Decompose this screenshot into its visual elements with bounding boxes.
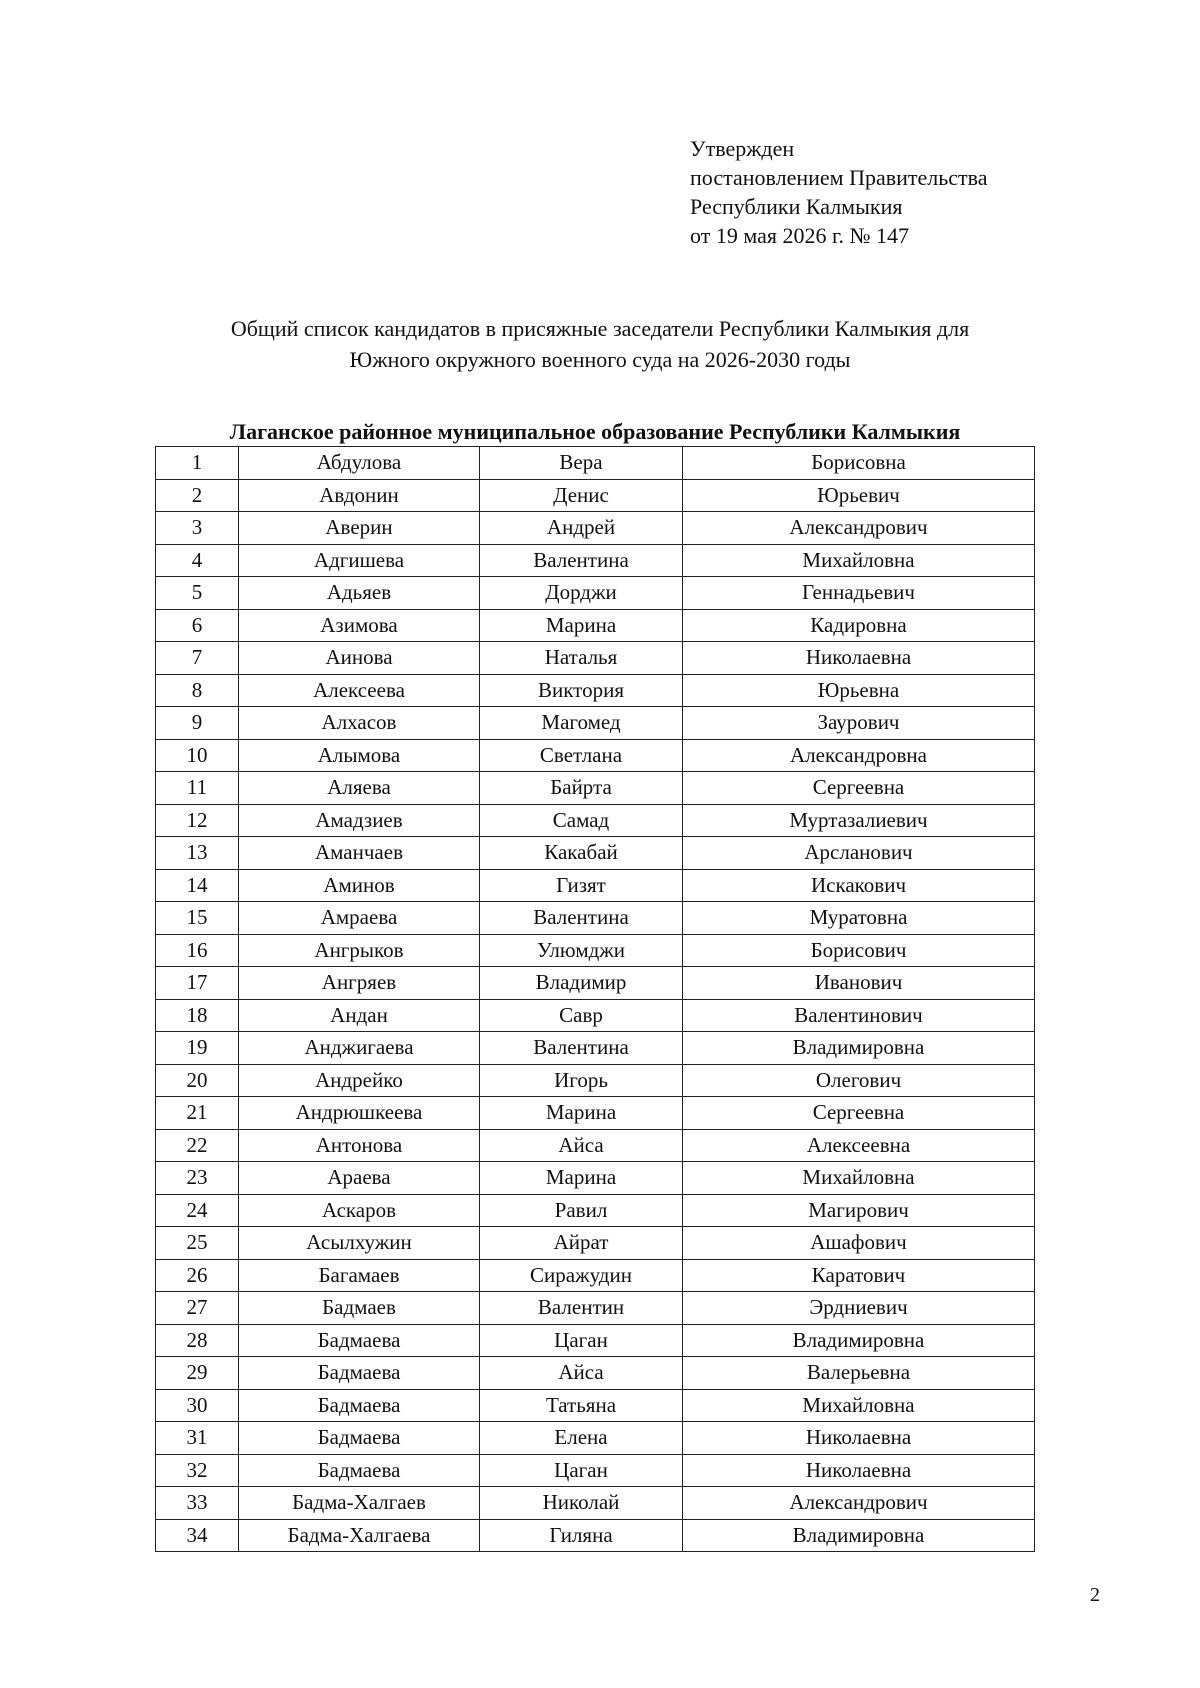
- last-name-cell: Аверин: [239, 512, 480, 545]
- last-name-cell: Алымова: [239, 739, 480, 772]
- row-number-cell: 2: [156, 479, 239, 512]
- first-name-cell: Марина: [480, 609, 683, 642]
- patronymic-cell: Николаевна: [683, 1422, 1035, 1455]
- patronymic-cell: Искакович: [683, 869, 1035, 902]
- first-name-cell: Айрат: [480, 1227, 683, 1260]
- table-row: [156, 772, 1035, 805]
- first-name-cell: Равил: [480, 1194, 683, 1227]
- first-name-cell: Айса: [480, 1357, 683, 1390]
- table-row: [156, 1487, 1035, 1520]
- row-number-cell: 26: [156, 1259, 239, 1292]
- patronymic-cell: Валерьевна: [683, 1357, 1035, 1390]
- table-row: [156, 1422, 1035, 1455]
- table-row: [156, 1324, 1035, 1357]
- patronymic-cell: Михайловна: [683, 544, 1035, 577]
- last-name-cell: Авдонин: [239, 479, 480, 512]
- table-row: [156, 512, 1035, 545]
- last-name-cell: Адгишева: [239, 544, 480, 577]
- approval-line: постановлением Правительства: [690, 165, 988, 190]
- last-name-cell: Араева: [239, 1162, 480, 1195]
- first-name-cell: Валентина: [480, 902, 683, 935]
- table-row: [156, 1389, 1035, 1422]
- first-name-cell: Марина: [480, 1162, 683, 1195]
- last-name-cell: Бадмаева: [239, 1357, 480, 1390]
- last-name-cell: Амадзиев: [239, 804, 480, 837]
- last-name-cell: Бадмаева: [239, 1324, 480, 1357]
- row-number-cell: 34: [156, 1519, 239, 1552]
- first-name-cell: Гизят: [480, 869, 683, 902]
- patronymic-cell: Владимировна: [683, 1324, 1035, 1357]
- row-number-cell: 28: [156, 1324, 239, 1357]
- table-row: [156, 479, 1035, 512]
- last-name-cell: Бадмаева: [239, 1389, 480, 1422]
- row-number-cell: 1: [156, 447, 239, 480]
- table-row: [156, 869, 1035, 902]
- row-number-cell: 20: [156, 1064, 239, 1097]
- patronymic-cell: Михайловна: [683, 1162, 1035, 1195]
- row-number-cell: 12: [156, 804, 239, 837]
- first-name-cell: Гиляна: [480, 1519, 683, 1552]
- table-row: [156, 447, 1035, 480]
- last-name-cell: Бадма-Халгаева: [239, 1519, 480, 1552]
- table-row: [156, 837, 1035, 870]
- table-row: [156, 739, 1035, 772]
- last-name-cell: Амраева: [239, 902, 480, 935]
- row-number-cell: 13: [156, 837, 239, 870]
- first-name-cell: Цаган: [480, 1454, 683, 1487]
- last-name-cell: Антонова: [239, 1129, 480, 1162]
- table-row: [156, 967, 1035, 1000]
- patronymic-cell: Каратович: [683, 1259, 1035, 1292]
- row-number-cell: 16: [156, 934, 239, 967]
- last-name-cell: Алексеева: [239, 674, 480, 707]
- row-number-cell: 15: [156, 902, 239, 935]
- table-row: [156, 1292, 1035, 1325]
- approval-line: от 19 мая 2026 г. № 147: [690, 223, 910, 248]
- table-row: [156, 1194, 1035, 1227]
- table-row: [156, 1357, 1035, 1390]
- first-name-cell: Светлана: [480, 739, 683, 772]
- last-name-cell: Ангряев: [239, 967, 480, 1000]
- last-name-cell: Андан: [239, 999, 480, 1032]
- last-name-cell: Аминов: [239, 869, 480, 902]
- patronymic-cell: Ашафович: [683, 1227, 1035, 1260]
- table-row: [156, 1227, 1035, 1260]
- first-name-cell: Владимир: [480, 967, 683, 1000]
- last-name-cell: Андрейко: [239, 1064, 480, 1097]
- first-name-cell: Какабай: [480, 837, 683, 870]
- row-number-cell: 32: [156, 1454, 239, 1487]
- last-name-cell: Адьяев: [239, 577, 480, 610]
- row-number-cell: 31: [156, 1422, 239, 1455]
- patronymic-cell: Алексеевна: [683, 1129, 1035, 1162]
- patronymic-cell: Николаевна: [683, 642, 1035, 675]
- first-name-cell: Валентин: [480, 1292, 683, 1325]
- row-number-cell: 6: [156, 609, 239, 642]
- first-name-cell: Виктория: [480, 674, 683, 707]
- patronymic-cell: Юрьевна: [683, 674, 1035, 707]
- last-name-cell: Асылхужин: [239, 1227, 480, 1260]
- row-number-cell: 17: [156, 967, 239, 1000]
- first-name-cell: Айса: [480, 1129, 683, 1162]
- table-row: [156, 674, 1035, 707]
- last-name-cell: Бадма-Халгаев: [239, 1487, 480, 1520]
- row-number-cell: 22: [156, 1129, 239, 1162]
- document-title: [150, 313, 1050, 375]
- table-row: [156, 1259, 1035, 1292]
- row-number-cell: 18: [156, 999, 239, 1032]
- last-name-cell: Аляева: [239, 772, 480, 805]
- patronymic-cell: Михайловна: [683, 1389, 1035, 1422]
- approval-line: Республики Калмыкия: [690, 194, 903, 219]
- table-row: [156, 804, 1035, 837]
- table-row: [156, 1454, 1035, 1487]
- table-row: [156, 1032, 1035, 1065]
- last-name-cell: Бадмаева: [239, 1454, 480, 1487]
- patronymic-cell: Олегович: [683, 1064, 1035, 1097]
- row-number-cell: 5: [156, 577, 239, 610]
- last-name-cell: Андрюшкеева: [239, 1097, 480, 1130]
- row-number-cell: 9: [156, 707, 239, 740]
- patronymic-cell: Кадировна: [683, 609, 1035, 642]
- patronymic-cell: Сергеевна: [683, 772, 1035, 805]
- first-name-cell: Савр: [480, 999, 683, 1032]
- page-number: 2: [1090, 1584, 1100, 1606]
- first-name-cell: Валентина: [480, 1032, 683, 1065]
- row-number-cell: 21: [156, 1097, 239, 1130]
- first-name-cell: Валентина: [480, 544, 683, 577]
- table-row: [156, 544, 1035, 577]
- first-name-cell: Байрта: [480, 772, 683, 805]
- table-row: [156, 1519, 1035, 1552]
- approval-line: Утвержден: [690, 136, 795, 161]
- patronymic-cell: Геннадьевич: [683, 577, 1035, 610]
- row-number-cell: 30: [156, 1389, 239, 1422]
- last-name-cell: Багамаев: [239, 1259, 480, 1292]
- table-row: [156, 1064, 1035, 1097]
- table-row: [156, 902, 1035, 935]
- first-name-cell: Андрей: [480, 512, 683, 545]
- row-number-cell: 19: [156, 1032, 239, 1065]
- patronymic-cell: Сергеевна: [683, 1097, 1035, 1130]
- patronymic-cell: Магирович: [683, 1194, 1035, 1227]
- first-name-cell: Денис: [480, 479, 683, 512]
- last-name-cell: Ангрыков: [239, 934, 480, 967]
- first-name-cell: Наталья: [480, 642, 683, 675]
- first-name-cell: Улюмджи: [480, 934, 683, 967]
- table-row: [156, 1162, 1035, 1195]
- patronymic-cell: Юрьевич: [683, 479, 1035, 512]
- row-number-cell: 3: [156, 512, 239, 545]
- last-name-cell: Анджигаева: [239, 1032, 480, 1065]
- row-number-cell: 4: [156, 544, 239, 577]
- last-name-cell: Азимова: [239, 609, 480, 642]
- first-name-cell: Николай: [480, 1487, 683, 1520]
- patronymic-cell: Заурович: [683, 707, 1035, 740]
- last-name-cell: Алхасов: [239, 707, 480, 740]
- last-name-cell: Аманчаев: [239, 837, 480, 870]
- section-heading: Лаганское районное муниципальное образование Республики Калмыкия: [229, 419, 961, 444]
- first-name-cell: Вера: [480, 447, 683, 480]
- candidates-table: [155, 446, 1035, 1552]
- row-number-cell: 33: [156, 1487, 239, 1520]
- patronymic-cell: Борисовна: [683, 447, 1035, 480]
- row-number-cell: 29: [156, 1357, 239, 1390]
- candidates-table-body: [156, 447, 1035, 1552]
- first-name-cell: Магомед: [480, 707, 683, 740]
- patronymic-cell: Александрович: [683, 512, 1035, 545]
- first-name-cell: Марина: [480, 1097, 683, 1130]
- last-name-cell: Бадмаева: [239, 1422, 480, 1455]
- table-row: [156, 707, 1035, 740]
- document-title-line: Общий список кандидатов в присяжные заседатели Республики Калмыкия для: [230, 316, 970, 341]
- patronymic-cell: Борисович: [683, 934, 1035, 967]
- row-number-cell: 11: [156, 772, 239, 805]
- row-number-cell: 10: [156, 739, 239, 772]
- approval-block: [690, 134, 988, 250]
- patronymic-cell: Муратовна: [683, 902, 1035, 935]
- row-number-cell: 24: [156, 1194, 239, 1227]
- row-number-cell: 8: [156, 674, 239, 707]
- row-number-cell: 25: [156, 1227, 239, 1260]
- patronymic-cell: Валентинович: [683, 999, 1035, 1032]
- patronymic-cell: Владимировна: [683, 1032, 1035, 1065]
- last-name-cell: Аскаров: [239, 1194, 480, 1227]
- row-number-cell: 23: [156, 1162, 239, 1195]
- last-name-cell: Аинова: [239, 642, 480, 675]
- patronymic-cell: Эрдниевич: [683, 1292, 1035, 1325]
- table-row: [156, 1097, 1035, 1130]
- first-name-cell: Елена: [480, 1422, 683, 1455]
- patronymic-cell: Александрович: [683, 1487, 1035, 1520]
- patronymic-cell: Владимировна: [683, 1519, 1035, 1552]
- table-row: [156, 999, 1035, 1032]
- patronymic-cell: Иванович: [683, 967, 1035, 1000]
- patronymic-cell: Арсланович: [683, 837, 1035, 870]
- row-number-cell: 27: [156, 1292, 239, 1325]
- patronymic-cell: Муртазалиевич: [683, 804, 1035, 837]
- table-row: [156, 609, 1035, 642]
- document-title-line: Южного окружного военного суда на 2026-2030 годы: [349, 347, 851, 372]
- last-name-cell: Бадмаев: [239, 1292, 480, 1325]
- first-name-cell: Татьяна: [480, 1389, 683, 1422]
- first-name-cell: Сиражудин: [480, 1259, 683, 1292]
- row-number-cell: 14: [156, 869, 239, 902]
- table-row: [156, 934, 1035, 967]
- patronymic-cell: Александровна: [683, 739, 1035, 772]
- last-name-cell: Абдулова: [239, 447, 480, 480]
- first-name-cell: Цаган: [480, 1324, 683, 1357]
- table-row: [156, 642, 1035, 675]
- first-name-cell: Игорь: [480, 1064, 683, 1097]
- first-name-cell: Самад: [480, 804, 683, 837]
- first-name-cell: Дорджи: [480, 577, 683, 610]
- patronymic-cell: Николаевна: [683, 1454, 1035, 1487]
- row-number-cell: 7: [156, 642, 239, 675]
- table-row: [156, 1129, 1035, 1162]
- table-row: [156, 577, 1035, 610]
